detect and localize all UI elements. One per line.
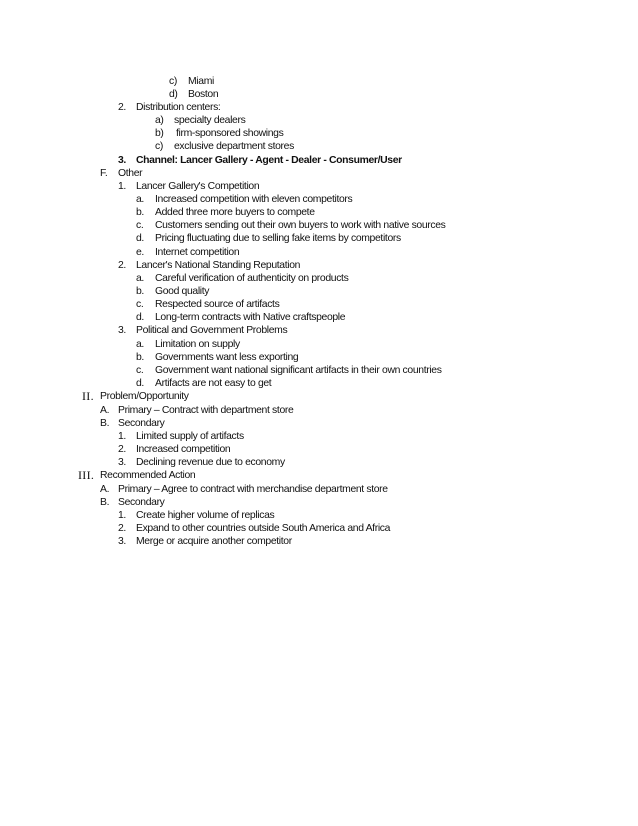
outline-text: Added three more buyers to compete bbox=[155, 207, 315, 218]
outline-text: Recommended Action bbox=[100, 470, 196, 481]
outline-text: specialty dealers bbox=[174, 115, 246, 126]
outline-marker: 3. bbox=[118, 457, 126, 468]
outline-marker: c) bbox=[169, 76, 177, 87]
outline-marker: 3. bbox=[118, 325, 126, 336]
outline-marker: II. bbox=[82, 389, 94, 403]
outline-marker: e. bbox=[136, 247, 144, 258]
outline-marker: A. bbox=[100, 405, 110, 416]
outline-text: exclusive department stores bbox=[174, 141, 294, 152]
outline-marker: c. bbox=[136, 220, 144, 231]
outline-marker: c. bbox=[136, 299, 144, 310]
outline-marker: a) bbox=[155, 115, 164, 126]
outline-text: Limitation on supply bbox=[155, 339, 240, 350]
outline-text: Primary – Contract with department store bbox=[118, 405, 294, 416]
outline-text: Increased competition bbox=[136, 444, 231, 455]
outline-text: Boston bbox=[188, 89, 219, 100]
outline-marker: B. bbox=[100, 418, 110, 429]
outline-text: Increased competition with eleven competitors bbox=[155, 194, 353, 205]
outline-marker: c) bbox=[155, 141, 163, 152]
outline-marker: b. bbox=[136, 207, 144, 218]
outline-text: Respected source of artifacts bbox=[155, 299, 280, 310]
outline-marker: 1. bbox=[118, 181, 126, 192]
outline-marker: a. bbox=[136, 339, 144, 350]
outline-text: Secondary bbox=[118, 497, 165, 508]
outline-text: Internet competition bbox=[155, 247, 240, 258]
outline-text: Channel: Lancer Gallery - Agent - Dealer - Consumer/User bbox=[136, 155, 402, 166]
outline-text: Careful verification of authenticity on products bbox=[155, 273, 349, 284]
outline-marker: a. bbox=[136, 273, 144, 284]
outline-marker: 2. bbox=[118, 260, 126, 271]
outline-text: Governments want less exporting bbox=[155, 352, 299, 363]
outline-marker: 2. bbox=[118, 102, 126, 113]
outline-marker: d. bbox=[136, 233, 144, 244]
outline-marker: b. bbox=[136, 286, 144, 297]
outline-text: Distribution centers: bbox=[136, 102, 221, 113]
outline-text: Lancer Gallery's Competition bbox=[136, 181, 260, 192]
outline-marker: III. bbox=[78, 468, 95, 482]
outline-text: firm-sponsored showings bbox=[176, 128, 284, 139]
outline-marker: d) bbox=[169, 89, 178, 100]
outline-marker: 3. bbox=[118, 155, 126, 166]
outline-marker: a. bbox=[136, 194, 144, 205]
outline-marker: c. bbox=[136, 365, 144, 376]
outline-text: Miami bbox=[188, 76, 214, 87]
outline-text: Secondary bbox=[118, 418, 165, 429]
outline-text: Pricing fluctuating due to selling fake items by competitors bbox=[155, 233, 401, 244]
outline-text: Long-term contracts with Native craftspeople bbox=[155, 312, 346, 323]
outline-text: Problem/Opportunity bbox=[100, 391, 189, 402]
outline-marker: B. bbox=[100, 497, 110, 508]
outline-marker: d. bbox=[136, 312, 144, 323]
outline-text: Good quality bbox=[155, 286, 210, 297]
outline-text: Artifacts are not easy to get bbox=[155, 378, 272, 389]
outline-text: Limited supply of artifacts bbox=[136, 431, 244, 442]
outline-text: Merge or acquire another competitor bbox=[136, 536, 292, 547]
outline-marker: 1. bbox=[118, 510, 126, 521]
outline-marker: 1. bbox=[118, 431, 126, 442]
outline-text: Government want national significant artifacts in their own countries bbox=[155, 365, 442, 376]
outline-marker: b) bbox=[155, 128, 164, 139]
outline-marker: F. bbox=[100, 168, 108, 179]
outline-marker: 3. bbox=[118, 536, 126, 547]
outline-marker: d. bbox=[136, 378, 144, 389]
outline-text: Political and Government Problems bbox=[136, 325, 288, 336]
outline-text: Lancer's National Standing Reputation bbox=[136, 260, 301, 271]
outline-marker: 2. bbox=[118, 444, 126, 455]
outline-text: Customers sending out their own buyers to work with native sources bbox=[155, 220, 446, 231]
outline-marker: A. bbox=[100, 484, 110, 495]
outline-text: Expand to other countries outside South America and Africa bbox=[136, 523, 391, 534]
outline-text: Other bbox=[118, 168, 143, 179]
outline-marker: b. bbox=[136, 352, 144, 363]
outline-text: Declining revenue due to economy bbox=[136, 457, 285, 468]
outline-text: Primary – Agree to contract with merchandise department store bbox=[118, 484, 388, 495]
outline-marker: 2. bbox=[118, 523, 126, 534]
outline-text: Create higher volume of replicas bbox=[136, 510, 275, 521]
